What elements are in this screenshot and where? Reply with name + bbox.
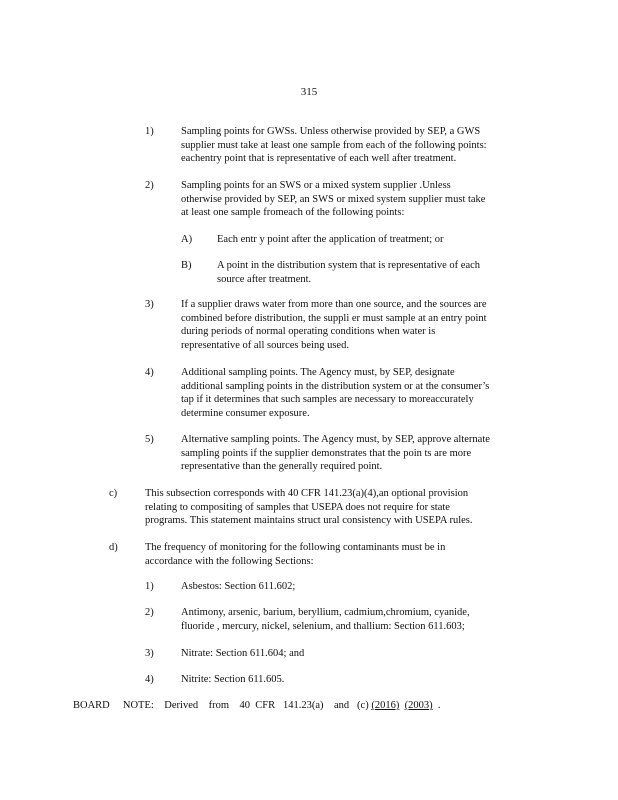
item-text: Antimony, arsenic, barium, beryllium, cadmium,chromium, cyanide, fluoride , mercury, nickel, selenium, and thallium: Section 611.603; xyxy=(181,607,470,632)
item-marker: 2) xyxy=(145,607,154,618)
item-text: Nitrite: Section 611.605. xyxy=(181,674,285,685)
item-marker: 1) xyxy=(145,126,154,137)
item-text: Additional sampling points. The Agency must, by SEP, designate additional sampling points in the distribution system or at the consumer’s tap if it determines that such samples are necessary to moreaccurately determine consumer exposure. xyxy=(181,367,490,419)
item-marker: 3) xyxy=(145,299,154,310)
item-text: Sampling points for GWSs. Unless otherwise provided by SEP, a GWS supplier must take at least one sample from each of the following points: eachentry point that is representative of each well after treatment. xyxy=(181,126,487,164)
item-marker: 2) xyxy=(145,180,154,191)
item-marker: 5) xyxy=(145,434,154,445)
item-text: If a supplier draws water from more than one source, and the sources are combined before distribution, the suppli er must sample at an entry point during periods of normal operating conditions when water is representative of all sources being used. xyxy=(181,299,487,351)
board-note-prefix: BOARD NOTE: Derived from 40 CFR 141.23(a) and (c) xyxy=(73,700,372,711)
board-note-suffix: . xyxy=(432,700,441,711)
item-marker: 4) xyxy=(145,367,154,378)
board-note xyxy=(73,699,440,713)
item-text: Each entr y point after the application of treatment; or xyxy=(217,234,444,245)
board-note-year-new: (2016) xyxy=(371,700,400,711)
item-text: The frequency of monitoring for the following contaminants must be in accordance with the following Sections: xyxy=(145,542,446,567)
item-text: Nitrate: Section 611.604; and xyxy=(181,648,305,659)
board-note-year-old: (2003) xyxy=(404,700,433,711)
item-text: Sampling points for an SWS or a mixed system supplier .Unless otherwise provided by SEP, an SWS or mixed system supplier must take at least one sample fromeach of the following points: xyxy=(181,180,486,218)
item-marker: 3) xyxy=(145,648,154,659)
item-text: A point in the distribution system that is representative of each source after treatment. xyxy=(217,260,481,285)
item-marker: 1) xyxy=(145,581,154,592)
item-marker: c) xyxy=(109,488,118,499)
item-text: Asbestos: Section 611.602; xyxy=(181,581,296,592)
item-marker: 4) xyxy=(145,674,154,685)
item-marker: d) xyxy=(109,542,118,553)
item-text: This subsection corresponds with 40 CFR 141.23(a)(4),an optional provision relating to compositing of samples that USEPA does not require for state programs. This statement maintains struct ural consistency with USEPA rules. xyxy=(145,488,473,526)
item-marker: B) xyxy=(181,260,192,271)
page-number: 315 xyxy=(300,86,318,98)
item-text: Alternative sampling points. The Agency must, by SEP, approve alternate sampling points if the supplier demonstrates that the poin ts are more representative than the generally required point. xyxy=(181,434,490,472)
item-marker: A) xyxy=(181,234,193,245)
